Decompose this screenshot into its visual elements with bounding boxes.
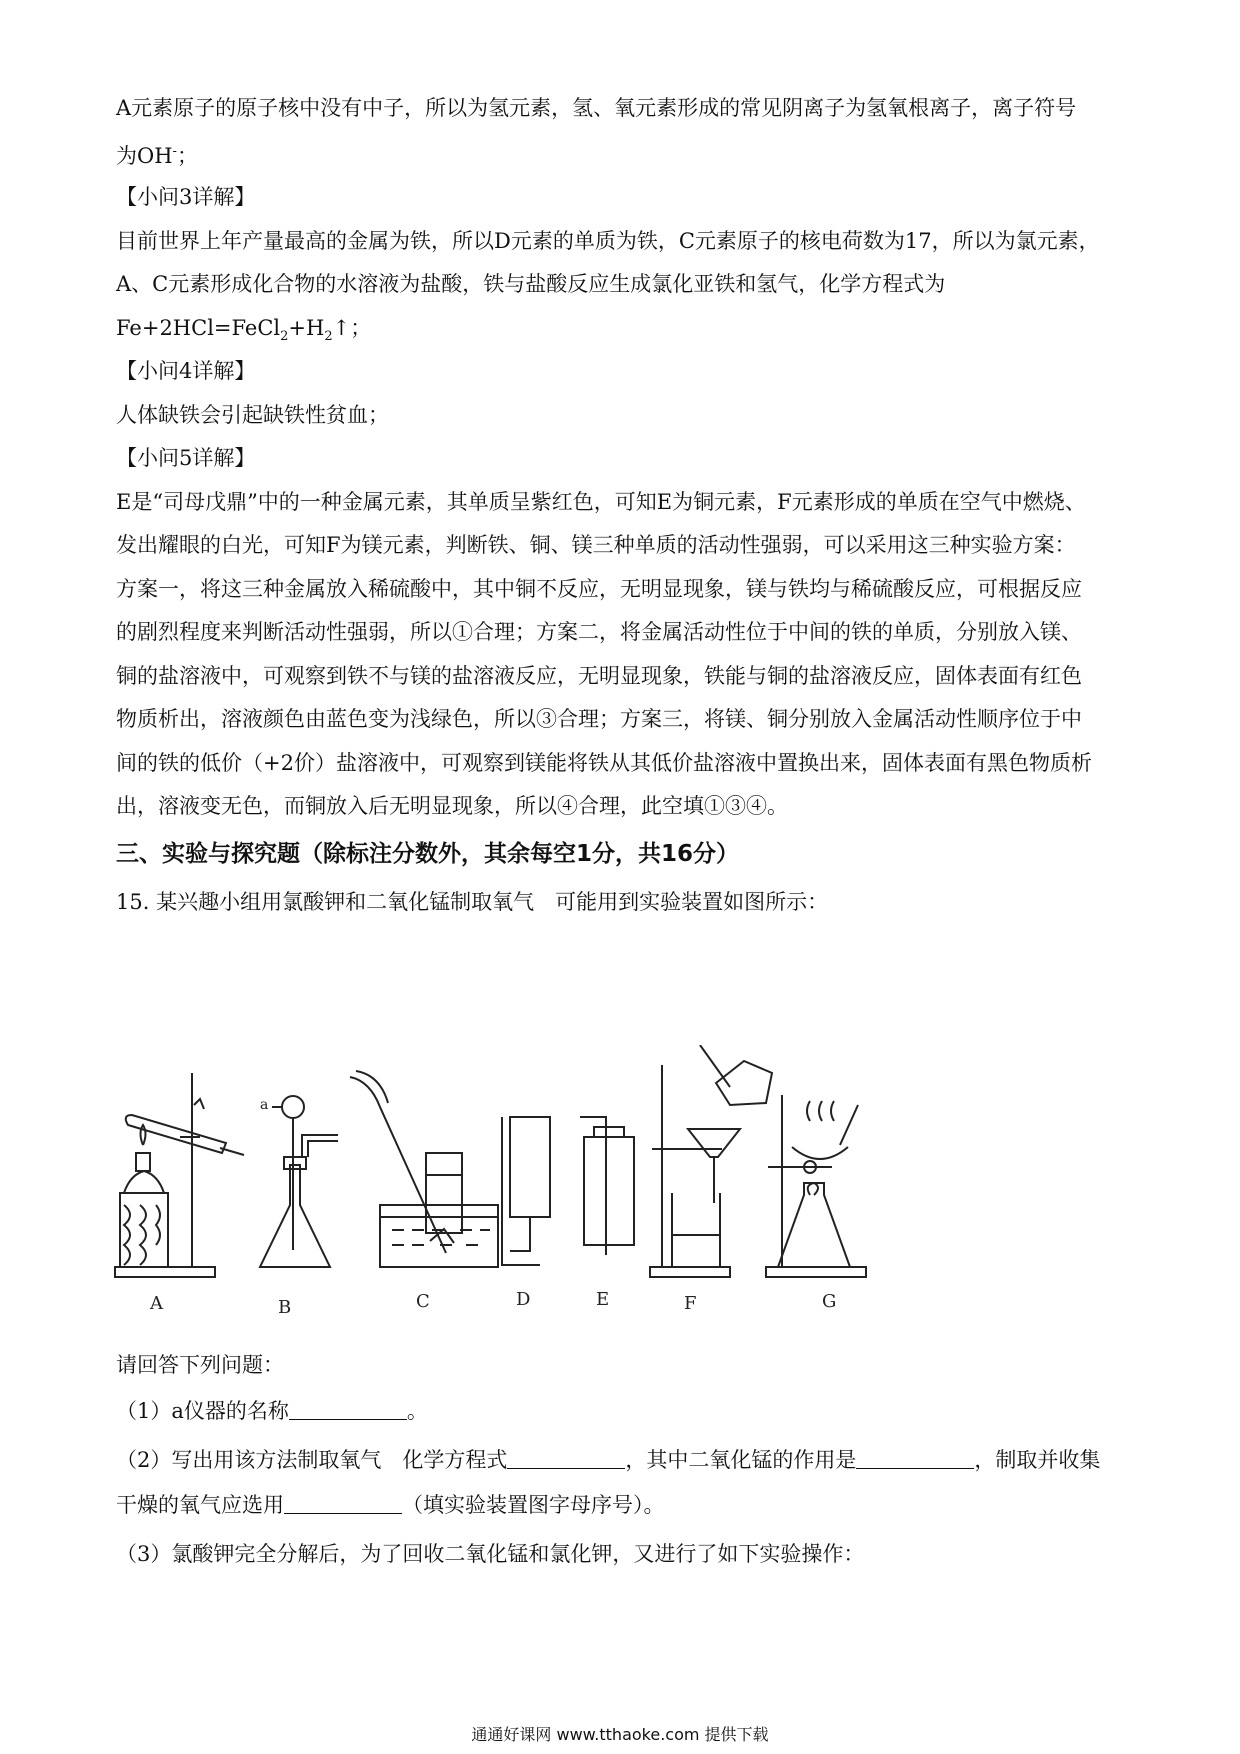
answer-blank[interactable] [289, 1399, 407, 1420]
footer-watermark: 通通好课网 www.tthaoke.com 提供下载 [471, 1725, 769, 1744]
apparatus-b-drawing [260, 1096, 338, 1267]
question-2-line2 [116, 1480, 665, 1530]
eq-sub: 2 [324, 329, 333, 345]
answer-blank[interactable] [284, 1493, 402, 1514]
section-title: 三、实验与探究题（除标注分数外，其余每空1分，共16分） [116, 841, 740, 867]
answer-prompt: 请回答下列问题： [116, 1353, 284, 1377]
apparatus-label-f: F [684, 1293, 697, 1314]
apparatus-label-d: D [516, 1289, 531, 1310]
eq-tail: ↑； [332, 316, 372, 340]
q2-end: ，制取并收集 [974, 1448, 1101, 1472]
oh-charge: - [172, 144, 177, 159]
q2-line2-end: （填实验装置图字母序号）。 [402, 1493, 665, 1517]
apparatus-diagram [110, 1045, 990, 1315]
q2-text: （2）写出用该方法制取氧气 化学方程式 [116, 1448, 508, 1472]
paragraph: 物质析出，溶液颜色由蓝色变为浅绿色，所以③合理；方案三，将镁、铜分别放入金属活动性顺序位于中 [116, 707, 1082, 731]
paragraph: 人体缺铁会引起缺铁性贫血； [116, 403, 389, 427]
instrument-a-label: a [260, 1097, 269, 1113]
paragraph: 方案一，将这三种金属放入稀硫酸中，其中铜不反应，无明显现象，镁与铁均与稀硫酸反应，可根据反应 [116, 577, 1082, 601]
paragraph: 的剧烈程度来判断活动性强弱，所以①合理；方案二，将金属活动性位于中间的铁的单质，分别放入镁、 [116, 620, 1082, 644]
eq-sub: 2 [280, 329, 289, 345]
question-intro: 15. 某兴趣小组用氯酸钾和二氧化锰制取氧气 可能用到实验装置如图所示： [116, 890, 829, 914]
subquestion-heading: 【小问4详解】 [116, 359, 256, 383]
paragraph: 出，溶液变无色，而铜放入后无明显现象，所以④合理，此空填①③④。 [116, 794, 788, 818]
paragraph: 铜的盐溶液中，可观察到铁不与镁的盐溶液反应，无明显现象，铁能与铜的盐溶液反应，固体表面有红色 [116, 664, 1082, 688]
paragraph: E是“司母戊鼎”中的一种金属元素，其单质呈紫红色，可知E为铜元素，F元素形成的单质在空气中燃烧、 [116, 490, 1086, 514]
apparatus-figure [110, 1045, 990, 1315]
apparatus-c-drawing [350, 1071, 498, 1267]
answer-blank[interactable] [507, 1448, 625, 1469]
question-2 [116, 1435, 1100, 1485]
question-1 [116, 1386, 428, 1436]
paragraph: 目前世界上年产量最高的金属为铁，所以D元素的单质为铁，C元素原子的核电荷数为17，所以为氯元素， [116, 229, 1100, 253]
apparatus-label-b: B [278, 1297, 292, 1315]
apparatus-f-drawing [650, 1045, 772, 1277]
apparatus-d-drawing [502, 1117, 550, 1265]
subquestion-heading: 【小问3详解】 [116, 185, 256, 209]
paragraph: A元素原子的原子核中没有中子，所以为氢元素，氢、氧元素形成的常见阴离子为氢氧根离子，离子符号 [116, 96, 1077, 120]
q2-mid: ，其中二氧化锰的作用是 [625, 1448, 857, 1472]
apparatus-e-drawing [580, 1117, 634, 1255]
oh-tail: ； [176, 144, 198, 168]
apparatus-label-c: C [416, 1291, 430, 1312]
question-3: （3）氯酸钾完全分解后，为了回收二氧化锰和氯化钾，又进行了如下实验操作： [116, 1542, 865, 1566]
eq-left: Fe+2HCl=FeCl [116, 316, 281, 340]
paragraph: A、C元素形成化合物的水溶液为盐酸，铁与盐酸反应生成氯化亚铁和氢气，化学方程式为 [116, 272, 946, 296]
subquestion-heading: 【小问5详解】 [116, 446, 256, 470]
paragraph: 间的铁的低价（+2价）盐溶液中，可观察到镁能将铁从其低价盐溶液中置换出来，固体表面有黑色物质析 [116, 751, 1092, 775]
apparatus-g-drawing [766, 1095, 866, 1277]
answer-blank[interactable] [856, 1448, 974, 1469]
q1-end: 。 [406, 1399, 428, 1423]
apparatus-label-g: G [822, 1291, 837, 1312]
eq-mid: +H [288, 316, 325, 340]
apparatus-label-a: A [150, 1293, 163, 1314]
apparatus-label-e: E [596, 1289, 610, 1310]
oh-text: 为OH [116, 144, 173, 168]
q2-line2-text: 干燥的氧气应选用 [116, 1493, 284, 1517]
apparatus-a-drawing [115, 1073, 244, 1277]
q1-text: （1）a仪器的名称 [116, 1399, 289, 1423]
paragraph: 发出耀眼的白光，可知F为镁元素，判断铁、铜、镁三种单质的活动性强弱，可以采用这三种实验方案： [116, 533, 1076, 557]
